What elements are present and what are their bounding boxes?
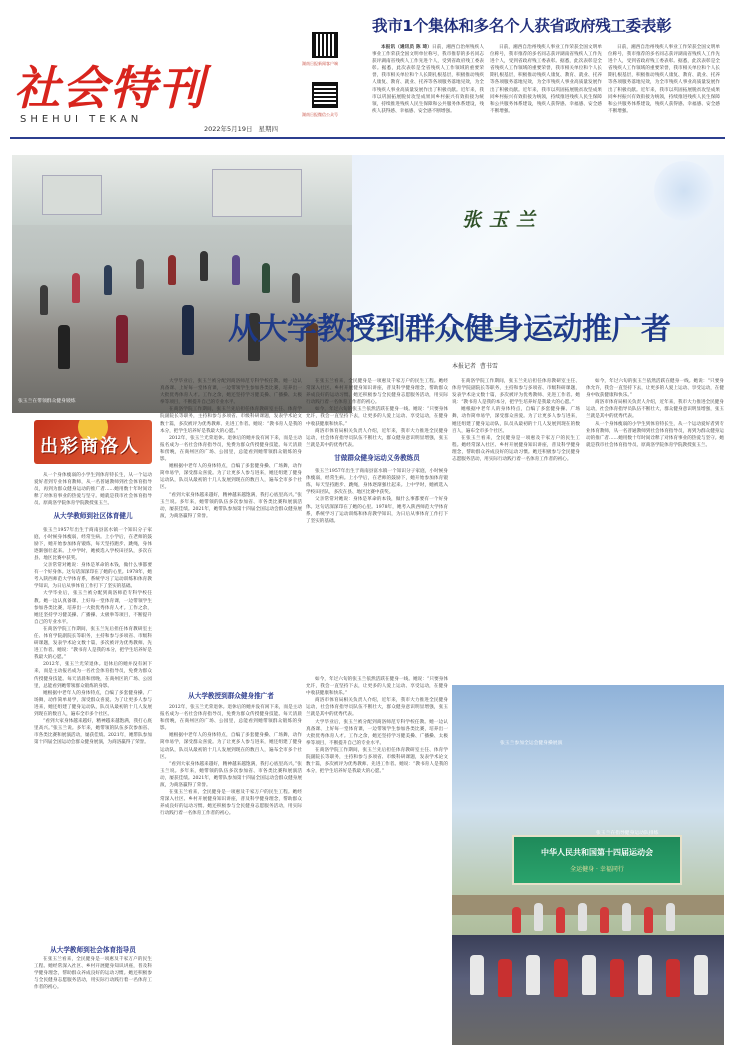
body-para-15: 父亲常常对她说：身体是革命的本钱，做什么事都要有一个好身体。这句话深深印在了她的心里。1978年，她考入陕西师范大学体育系，系统学习了运动训练和体育教学知识，为日后从事体育工作打下了坚实的基础。 (306, 497, 448, 524)
body-para-19: 如今，年过六旬的张玉兰依然活跃在健身一线。她说：“只要身体允许，我会一直坚持下去，让更多的人爱上运动、享受运动，在健身中收获健康和快乐。” (586, 379, 724, 399)
top-story (372, 14, 724, 136)
body-para-16: 在商洛学院工作期间，张玉兰先后担任体育教研室主任、体育学院副院长等职务，主持和参与多项省、市级科研课题，发表学术论文数十篇，多次被评为优秀教师、先进工作者。她说：“教书育人是我的本分，把学生培养好是我最大的心愿。” (452, 379, 580, 406)
body-para-26: 如今，年过六旬的张玉兰依然活跃在健身一线。她说：“只要身体允许，我会一直坚持下去，让更多的人爱上运动、享受运动，在健身中收获健康和快乐。” (306, 677, 448, 697)
body-para-0: 从一个身体瘦弱的小学生到体育特长生，从一个运动爱好者到专业体育教师，从一名普通教师到社会体育指导员，再到为群众健身运动的推广者……她用数十年时间诠释了对体育事业的热爱与坚守。她就是我市社会体育指导员、原商洛学院体育学院教授张玉兰。 (34, 473, 152, 507)
body-para-4b: 2012年，张玉兰光荣退休。退休后的她并没有闲下来，而是主动报名成为一名社会体育指导员，免费为群众传授健身技能。每天清晨和傍晚，在商州区的广场、公园里，总能看到她带领群众锻炼的身影。 (34, 662, 152, 689)
top-story-text: 日前，湘西自治州残疾人事业工作荣获全国文明单位称号，我市推荐的多名同志获评湖南省残疾人工作先进个人，受到省政府残工委表彰。据悉，此次表彰是全省残疾人工作领域的重要荣誉，我市相关单位和个人长期扎根基层，积极推动残疾人康复、教育、就业、托养等各项服务落地见效，为全市残疾人事业高质量发展作出了积极贡献。近年来，我市以巩固拓展脱贫攻坚成果同乡村振兴有效衔接为统领，持续推进残疾人民生保障和公共服务体系建设，残疾人获得感、幸福感、安全感不断增强。 (372, 45, 484, 114)
body-col-1 (34, 472, 152, 942)
masthead-title: 社会特刊 (14, 61, 206, 115)
body-para-23: 她根据中老年人的身体特点，自编了多套健身操、广场舞，动作简单易学，深受群众喜爱。为了让更多人参与进来，她还组建了健身运动队，队员从最初的十几人发展到现在的数百人，遍布全市多个社区。 (160, 733, 302, 760)
body-para-24: “看到大家身体越来越好，精神越来越饱满，我打心底里高兴。”张玉兰说。多年来，她带领的队伍多次参加省、市各类比赛和展演活动，屡获佳绩。2021年，她带队参加第十四届全国运动会群众健身展演，为商洛赢得了荣誉。 (160, 761, 302, 789)
subhead-4: 甘做群众健身运动义务教练员 (334, 453, 420, 462)
body-col-4 (452, 378, 580, 670)
body-para-22: 2012年，张玉兰光荣退休。退休后的她并没有闲下来，而是主动报名成为一名社会体育指导员，免费为群众传授健身技能。每天清晨和傍晚，在商州区的广场、公园里，总能看到她带领群众锻炼的身影。 (160, 705, 302, 732)
body-para-4c: 她根据中老年人的身体特点，自编了多套健身操、广场舞，动作简单易学，深受群众喜爱。为了让更多人参与进来，她还组建了健身运动队，队员从最初的十几人发展到现在的数百人，遍布全市多个社区。 (34, 690, 152, 717)
body-col-3-lower (306, 676, 448, 1044)
subhead-2: 从大学教师到社会体育指导员 (50, 946, 136, 954)
body-para-4: 在商洛学院工作期间，张玉兰先后担任体育教研室主任、体育学院副院长等职务，主持和参与多项省、市级科研课题，发表学术论文数十篇，多次被评为优秀教师、先进工作者。她说：“教书育人是我的本分，把学生培养好是我最大的心愿。” (34, 626, 152, 661)
body-col-5 (586, 378, 724, 670)
date-bar (204, 124, 359, 134)
feature-byline: 本报记者 曹书雪 (452, 363, 498, 370)
qr-code-2 (312, 82, 338, 108)
event-photo (452, 685, 724, 1045)
body-para-8: 2012年，张玉兰光荣退休。退休后的她并没有闲下来，而是主动报名成为一名社会体育指导员，免费为群众传授健身技能。每天清晨和傍晚，在商州区的广场、公园里，总能看到她带领群众锻炼的身影。 (160, 435, 302, 463)
column-logo (34, 420, 152, 464)
body-para-6: 大学毕业后，张玉兰被分配到商洛师范专科学校任教。她一边认真备课、上好每一堂体育课，一边带领学生参加各类比赛，培养出一大批优秀体育人才。工作之余，她还坚持学习健美操、广播操、太极拳等项目，不断提升自己的专业水平。 (160, 379, 302, 406)
top-story-text-cont: 日前，湘西自治州残疾人事业工作荣获全国文明单位称号，我市推荐的多名同志获评湖南省残疾人工作先进个人，受到省政府残工委表彰。据悉，此次表彰是全省残疾人工作领域的重要荣誉，我市相关单位和个人长期扎根基层，积极推动残疾人康复、教育、就业、托养等各项服务落地见效，为全市残疾人事业高质量发展作出了积极贡献。近年来，我市以巩固拓展脱贫攻坚成果同乡村振兴有效衔接为统领，持续推进残疾人民生保障和公共服务体系建设，残疾人获得感、幸福感、安全感不断增强。 (490, 45, 602, 114)
photo-caption-middle-2: 张玉兰在指导健身运动队排练 (596, 831, 659, 836)
body-para-13: 商洛市体育局相关负责人介绍，近年来，我市大力推进全民健身运动，社会体育指导员队伍不断壮大，群众健身意识明显增强，张玉兰就是其中的优秀代表。 (306, 428, 448, 448)
body-para-29: 在商洛学院工作期间，张玉兰先后担任体育教研室主任、体育学院副院长等职务，主持和参与多项省、市级科研课题，发表学术论文数十篇，多次被评为优秀教师、先进工作者。她说：“教书育人是我的本分，把学生培养好是我最大的心愿。” (306, 747, 448, 775)
column-logo-text: 出彩商洛人 (40, 436, 140, 457)
qr-caption-2: 湖南日报微信公众号 (302, 112, 338, 117)
qr-caption-1: 湖南日报新闻客户端 (302, 61, 338, 66)
body-para-3: 大学毕业后，张玉兰被分配到商洛师范专科学校任教。她一边认真备课、上好每一堂体育课，一边带领学生参加各类比赛，培养出一大批优秀体育人才。工作之余，她还坚持学习健美操、广播操、太极拳等项目，不断提升自己的专业水平。 (34, 591, 152, 625)
top-story-text-col2 (490, 44, 602, 126)
body-col-1-bottom (34, 956, 152, 1044)
subhead-1: 从大学教师到社区体育健儿 (53, 512, 133, 521)
issue-date: 2022年5月19日 (204, 125, 253, 133)
top-story-headline: 我市1个集体和多名个人获省政府残工委表彰 (372, 17, 672, 35)
body-para-12: 如今，年过六旬的张玉兰依然活跃在健身一线。她说：“只要身体允许，我会一直坚持下去，让更多的人爱上运动、享受运动，在健身中收获健康和快乐。” (306, 407, 448, 427)
body-para-18: 在张玉兰看来，全民健身是一项惠及千家万户的民生工程。她经常深入社区、乡村开展健身知识讲座，普及科学健身理念，帮助群众养成良好的运动习惯。她还积极参与全民健身志愿服务活动，用实际行动践行着一名体育工作者的初心。 (452, 435, 580, 463)
body-para-27: 商洛市体育局相关负责人介绍，近年来，我市大力推进全民健身运动，社会体育指导员队伍不断壮大，群众健身意识明显增强，张玉兰就是其中的优秀代表。 (306, 698, 448, 718)
body-para-21: 从一个身体瘦弱的小学生到体育特长生，从一个运动爱好者到专业体育教师，从一名普通教师到社会体育指导员，再到为群众健身运动的推广者……她用数十年时间诠释了对体育事业的热爱与坚守。她就是我市社会体育指导员、原商洛学院体育学院教授张玉兰。 (586, 421, 724, 448)
body-para-5: 在张玉兰看来，全民健身是一项惠及千家万户的民生工程。她经常深入社区、乡村开展健身知识讲座，普及科学健身理念，帮助群众养成良好的运动习惯。她还积极参与全民健身志愿服务活动，用实际行动践行着一名体育工作者的初心。 (34, 957, 152, 991)
body-para-9: 她根据中老年人的身体特点，自编了多套健身操、广场舞，动作简单易学，深受群众喜爱。为了让更多人参与进来，她还组建了健身运动队，队员从最初的十几人发展到现在的数百人，遍布全市多个社区。 (160, 464, 302, 491)
body-para-14: 张玉兰1957年出生于商南县富水镇一个知识分子家庭，小时候身体瘦弱，经常生病。上小学后，在老师的鼓励下，她开始参加体育锻炼，每天坚持跑步、跳绳，身体逐渐强壮起来。上中学时，她被选入学校田径队，多次在县、地区比赛中获奖。 (306, 469, 448, 496)
subhead-3: 从大学教授到群众健身推广者 (188, 692, 274, 700)
body-col-3 (306, 378, 448, 670)
qr-code-1 (312, 32, 338, 58)
body-col-2-lower (160, 704, 302, 1044)
hero-photo (12, 155, 352, 413)
body-para-4d: “看到大家身体越来越好，精神越来越饱满，我打心底里高兴。”张玉兰说。多年来，她带领的队伍多次参加省、市各类比赛和展演活动，屡获佳绩。2021年，她带队参加第十四届全国运动会群众健身展演，为商洛赢得了荣誉。 (34, 719, 152, 746)
photo-caption-middle-1: 张玉兰参加全运会健身操展演 (500, 741, 563, 746)
body-para-28: 大学毕业后，张玉兰被分配到商洛师范专科学校任教。她一边认真备课、上好每一堂体育课，一边带领学生参加各类比赛，培养出一大批优秀体育人才。工作之余，她还坚持学习健美操、广播操、太极拳等项目，不断提升自己的专业水平。 (306, 719, 448, 746)
issue-weekday: 星期四 (258, 125, 279, 133)
hero-photo-caption: 张玉兰在带领群众健身锻炼 (18, 399, 76, 404)
top-story-text-col1 (372, 44, 484, 126)
event-banner-sub: 全运健身 · 幸福同行 (570, 866, 624, 873)
body-col-2 (160, 378, 302, 670)
event-banner-text: 中华人民共和国第十四届运动会 (541, 848, 653, 857)
masthead-divider (10, 137, 725, 139)
masthead-pinyin: SHEHUI TEKAN (20, 114, 143, 125)
body-para-17: 她根据中老年人的身体特点，自编了多套健身操、广场舞，动作简单易学，深受群众喜爱。为了让更多人参与进来，她还组建了健身运动队，队员从最初的十几人发展到现在的数百人，遍布全市多个社区。 (452, 407, 580, 434)
body-para-7: 在商洛学院工作期间，张玉兰先后担任体育教研室主任、体育学院副院长等职务，主持和参与多项省、市级科研课题，发表学术论文数十篇，多次被评为优秀教师、先进工作者。她说：“教书育人是我的本分，把学生培养好是我最大的心愿。” (160, 407, 302, 434)
body-para-25: 在张玉兰看来，全民健身是一项惠及千家万户的民生工程。她经常深入社区、乡村开展健身知识讲座，普及科学健身理念，帮助群众养成良好的运动习惯。她还积极参与全民健身志愿服务活动，用实际行动践行着一名体育工作者的初心。 (160, 790, 302, 817)
body-para-11: 在张玉兰看来，全民健身是一项惠及千家万户的民生工程。她经常深入社区、乡村开展健身知识讲座，普及科学健身理念，帮助群众养成良好的运动习惯。她还积极参与全民健身志愿服务活动，用实际行动践行着一名体育工作者的初心。 (306, 379, 448, 406)
body-para-20: 商洛市体育局相关负责人介绍，近年来，我市大力推进全民健身运动，社会体育指导员队伍不断壮大，群众健身意识明显增强，张玉兰就是其中的优秀代表。 (586, 400, 724, 420)
feature-headline: 从大学教授到群众健身运动推广者 (228, 312, 671, 347)
top-story-text-cont2: 日前，湘西自治州残疾人事业工作荣获全国文明单位称号，我市推荐的多名同志获评湖南省残疾人工作先进个人，受到省政府残工委表彰。据悉，此次表彰是全省残疾人工作领域的重要荣誉，我市相关单位和个人长期扎根基层，积极推动残疾人康复、教育、就业、托养等各项服务落地见效，为全市残疾人事业高质量发展作出了积极贡献。近年来，我市以巩固拓展脱贫攻坚成果同乡村振兴有效衔接为统领，持续推进残疾人民生保障和公共服务体系建设，残疾人获得感、幸福感、安全感不断增强。 (608, 45, 720, 114)
top-story-byline: 本报讯（通讯员 陈 琦） (381, 45, 432, 50)
top-story-text-col3 (608, 44, 720, 126)
feature-name: 张玉兰 (462, 209, 544, 231)
body-para-10: “看到大家身体越来越好，精神越来越饱满，我打心底里高兴。”张玉兰说。多年来，她带领的队伍多次参加省、市各类比赛和展演活动，屡获佳绩。2021年，她带队参加第十四届全国运动会群众健身展演，为商洛赢得了荣誉。 (160, 492, 302, 519)
body-para-1: 张玉兰1957年出生于商南县富水镇一个知识分子家庭，小时候身体瘦弱，经常生病。上小学后，在老师的鼓励下，她开始参加体育锻炼，每天坚持跑步、跳绳，身体逐渐强壮起来。上中学时，她被选入学校田径队，多次在县、地区比赛中获奖。 (34, 527, 152, 561)
body-para-2: 父亲常常对她说：身体是革命的本钱，做什么事都要有一个好身体。这句话深深印在了她的心里。1978年，她考入陕西师范大学体育系，系统学习了运动训练和体育教学知识，为日后从事体育工作打下了坚实的基础。 (34, 563, 152, 590)
event-banner (512, 835, 682, 885)
